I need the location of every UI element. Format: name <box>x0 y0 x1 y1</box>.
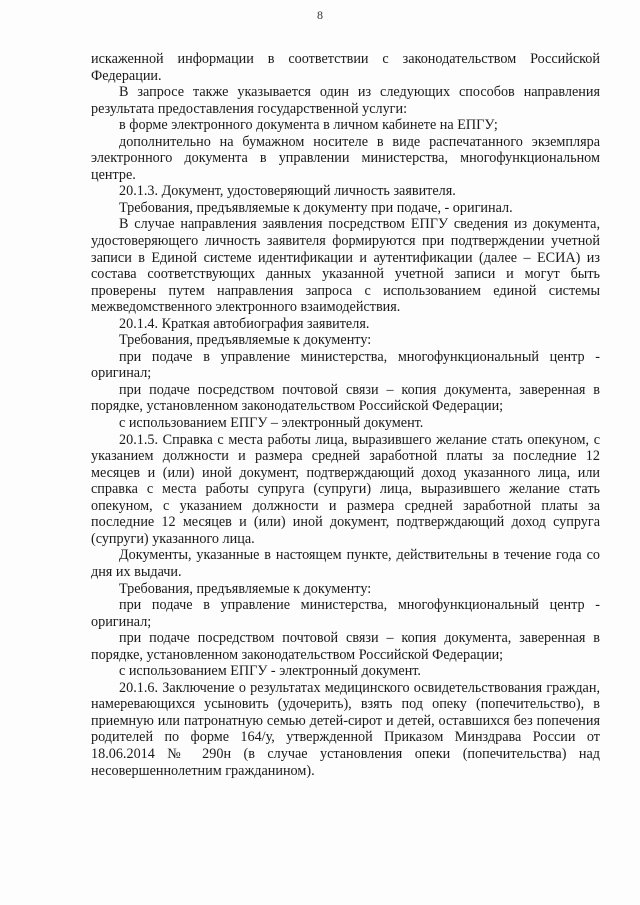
section-heading: 20.1.5. Справка с места работы лица, выразившего желание стать опекуном, с указанием должности и размера средней заработной платы за последние 12 месяцев и (или) иной документ, подтверждающий доход указанного лица, или справка с места работы супруга (супруги) лица, выразившего желание стать опекуном, с указанием должности и размера средней заработной платы за последние 12 месяцев и (или) иной документ, подтверждающий доход супруга (супруги) указанного лица. <box>91 431 600 547</box>
paragraph: в форме электронного документа в личном кабинете на ЕПГУ; <box>119 117 498 134</box>
paragraph: искаженной информации в соответствии с законодательством Российской Федерации. <box>91 51 600 84</box>
paragraph: с использованием ЕПГУ – электронный документ. <box>119 415 424 432</box>
section-heading: 20.1.3. Документ, удостоверяющий личность заявителя. <box>119 183 456 200</box>
paragraph: Документы, указанные в настоящем пункте, действительны в течение года со дня их выдачи. <box>91 547 600 580</box>
paragraph: Требования, предъявляемые к документу: <box>119 580 372 597</box>
paragraph: дополнительно на бумажном носителе в виде распечатанного экземпляра электронного документа в управлении министерства, многофункциональном центре. <box>91 133 600 183</box>
paragraph: Требования, предъявляемые к документу при подаче, - оригинал. <box>119 199 513 216</box>
paragraph: Требования, предъявляемые к документу: <box>119 332 372 349</box>
section-heading: 20.1.6. Заключение о результатах медицинского освидетельствования граждан, намеревающихся усыновить (удочерить), взять под опеку (попечительство), в приемную или патронатную семью детей-сирот и детей, оставшихся без попечения родителей по форме 164/у, утвержденной Приказом Минздрава России от 18.06.2014 № 290н (в случае установления опеки (попечительства) над несовершеннолетним гражданином). <box>91 679 600 779</box>
paragraph: В запросе также указывается один из следующих способов направления результата предоставления государственной услуги: <box>91 84 600 117</box>
paragraph: с использованием ЕПГУ - электронный документ. <box>119 663 421 680</box>
document-body <box>91 51 600 779</box>
section-heading: 20.1.4. Краткая автобиография заявителя. <box>119 315 370 332</box>
paragraph: при подаче посредством почтовой связи – копия документа, заверенная в порядке, установленном законодательством Российской Федерации; <box>91 381 600 415</box>
paragraph: В случае направления заявления посредством ЕПГУ сведения из документа, удостоверяющего личность заявителя формируются при подтверждении учетной записи в Единой системе идентификации и аутентификации (далее – ЕСИА) из состава соответствующих данных указанной учетной записи и могут быть проверены путем направления запроса с использованием единой системы межведомственного электронного взаимодействия. <box>91 216 600 316</box>
page-number: 8 <box>317 8 323 22</box>
paragraph: при подаче в управление министерства, многофункциональный центр - оригинал; <box>91 348 600 382</box>
paragraph: при подаче посредством почтовой связи – копия документа, заверенная в порядке, установленном законодательством Российской Федерации; <box>91 630 600 663</box>
paragraph: при подаче в управление министерства, многофункциональный центр - оригинал; <box>91 597 600 630</box>
